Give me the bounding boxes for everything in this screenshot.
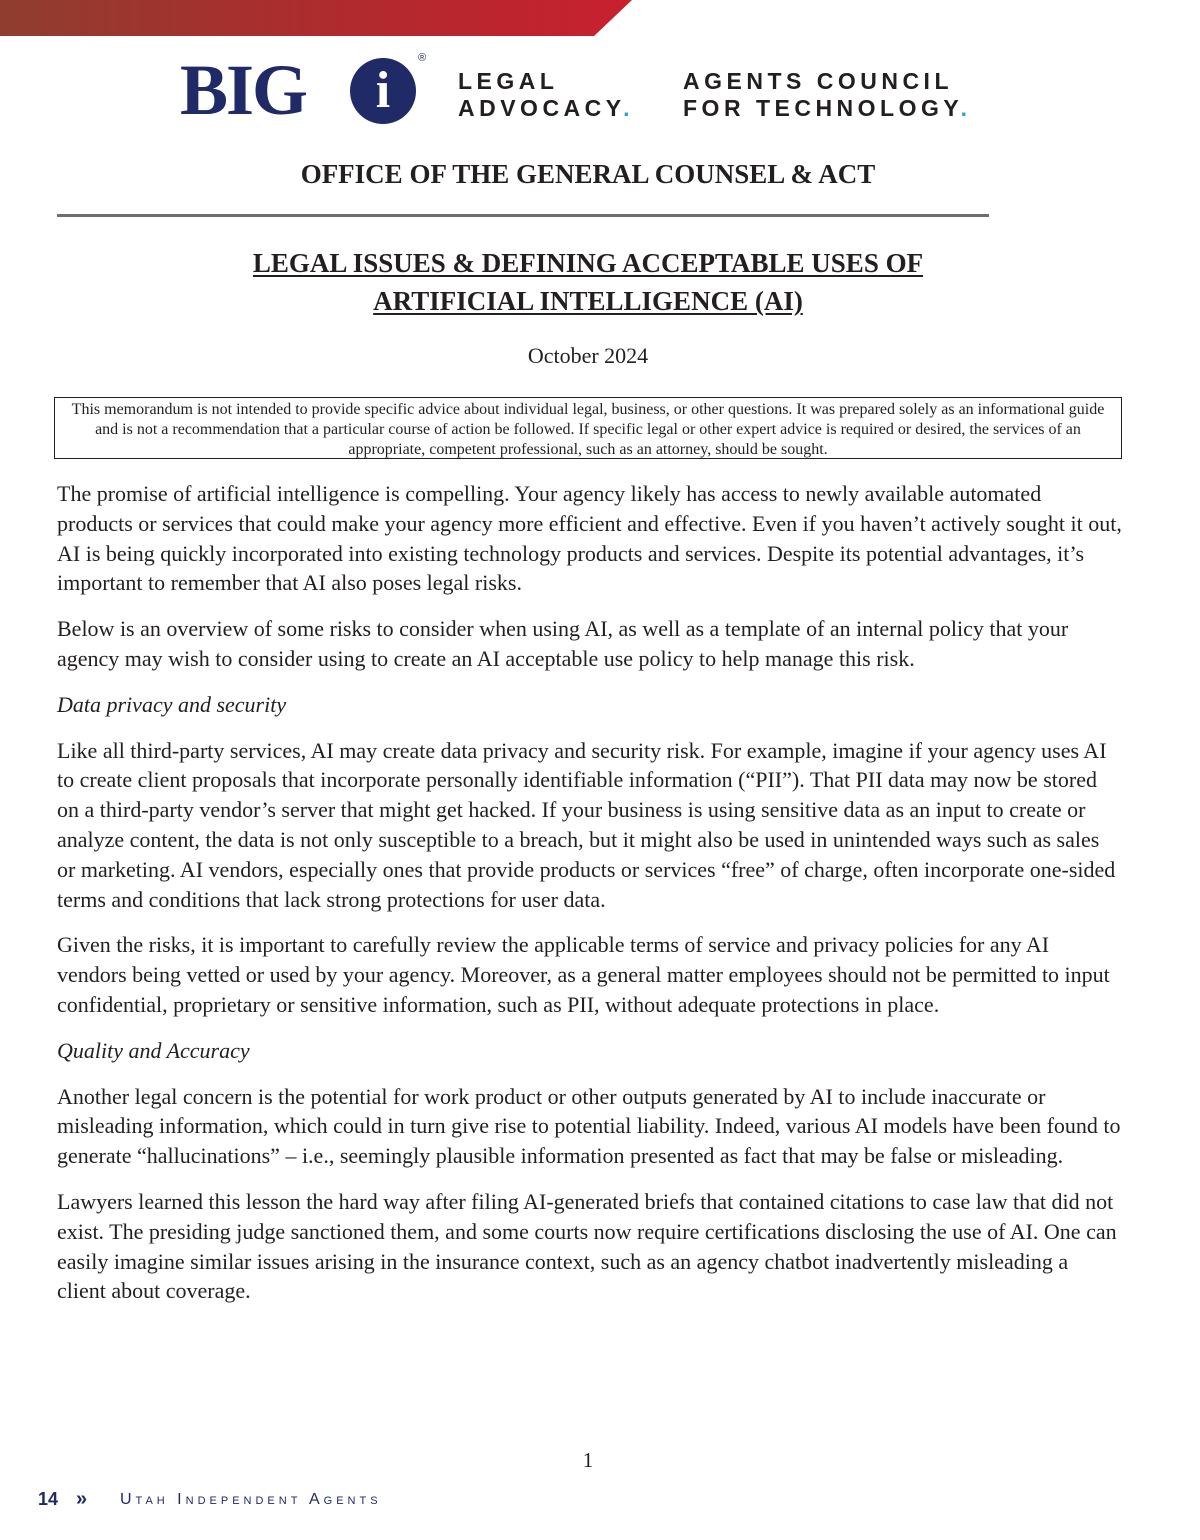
paragraph-intro: The promise of artificial intelligence is compelling. Your agency likely has access to newly available automated products or services that could make your agency more efficient and effective. Even if you haven’t actively sought it out, AI is being quickly incorporated into existing technology products and services. Despite its potential advantages, it’s important to remember that AI also poses legal risks.: [57, 481, 1122, 596]
agents-council-dot: .: [960, 95, 972, 121]
document-date: October 2024: [527, 343, 649, 368]
disclaimer-box: This memorandum is not intended to provide specific advice about individual legal, business, or other questions. It was prepared solely as an informational guide and is not a recommendation that a particular course of action be followed. If specific legal or other expert advice is required or desired, the services of an appropriate, competent professional, such as an attorney, should be sought.: [54, 397, 1122, 459]
legal-advocacy-line2: ADVOCACY: [458, 95, 624, 121]
big-logo-text: BIG: [180, 50, 307, 130]
legal-advocacy-line1: LEGAL: [458, 68, 559, 94]
agents-council-logo: [683, 68, 972, 122]
magazine-page-number: 14: [38, 1489, 59, 1509]
paragraph-lawyers-lesson: Lawyers learned this lesson the hard way after filing AI-generated briefs that contained citations to case law that did not exist. The presiding judge sanctioned them, and some courts now require certifications disclosing the use of AI. One can easily imagine similar issues arising in the insurance context, such as an agency chatbot inadvertently misleading a client about coverage.: [57, 1188, 1117, 1304]
big-i-logo: [180, 52, 430, 132]
agents-council-line1: AGENTS COUNCIL: [683, 68, 953, 94]
office-title: OFFICE OF THE GENERAL COUNSEL & ACT: [300, 159, 876, 189]
document-title-line1: LEGAL ISSUES & DEFINING ACCEPTABLE USES OF: [252, 248, 924, 278]
paragraph-accuracy-concern: Another legal concern is the potential for work product or other outputs generated by AI to include inaccurate or misleading information, which could in turn give rise to potential liability. Indeed, various AI models have been found to generate “hallucinations” – i.e., seemingly plausible information presented as fact that may be false or misleading.: [57, 1083, 1121, 1169]
header-divider: [57, 214, 989, 217]
paragraph-privacy-risk: Like all third-party services, AI may create data privacy and security risk. For example, imagine if your agency uses AI to create client proposals that incorporate personally identifiable information (“PII”). That PII data may now be stored on a third-party vendor’s server that might get hacked. If your business is using sensitive data as an input to create or analyze content, the data is not only susceptible to a breach, but it might also be used in unintended ways such as sales or marketing. AI vendors, especially ones that provide products or services “free” of charge, often incorporate one-sided terms and conditions that lack strong protections for user data.: [57, 737, 1116, 912]
heading-data-privacy: Data privacy and security: [57, 691, 287, 717]
legal-advocacy-dot: .: [623, 95, 634, 121]
paragraph-overview: Below is an overview of some risks to consider when using AI, as well as a template of an internal policy that your agency may wish to consider using to create an AI acceptable use policy to help manage this risk.: [57, 616, 1069, 671]
heading-quality-accuracy: Quality and Accuracy: [57, 1037, 250, 1063]
registered-mark: ®: [418, 52, 427, 64]
publication-name: Utah Independent Agents: [120, 1491, 382, 1508]
document-title: [0, 244, 1176, 320]
document-title-line2: ARTIFICIAL INTELLIGENCE (AI): [373, 286, 803, 316]
agents-council-line2: FOR TECHNOLOGY: [683, 95, 961, 121]
chevron-icon: »: [76, 1488, 88, 1510]
paragraph-privacy-review: Given the risks, it is important to carefully review the applicable terms of service and privacy policies for any AI vendors being vetted or used by your agency. Moreover, as a general matter employees should not be permitted to input confidential, proprietary or sensitive information, such as PII, without adequate protections in place.: [57, 932, 1110, 1017]
memo-body: [57, 479, 1122, 1322]
legal-advocacy-logo: [458, 68, 634, 122]
page-number: 1: [582, 1448, 594, 1472]
top-accent-bar: [0, 0, 632, 36]
i-circle-icon: i: [350, 58, 416, 124]
header-logos: [180, 52, 1000, 132]
